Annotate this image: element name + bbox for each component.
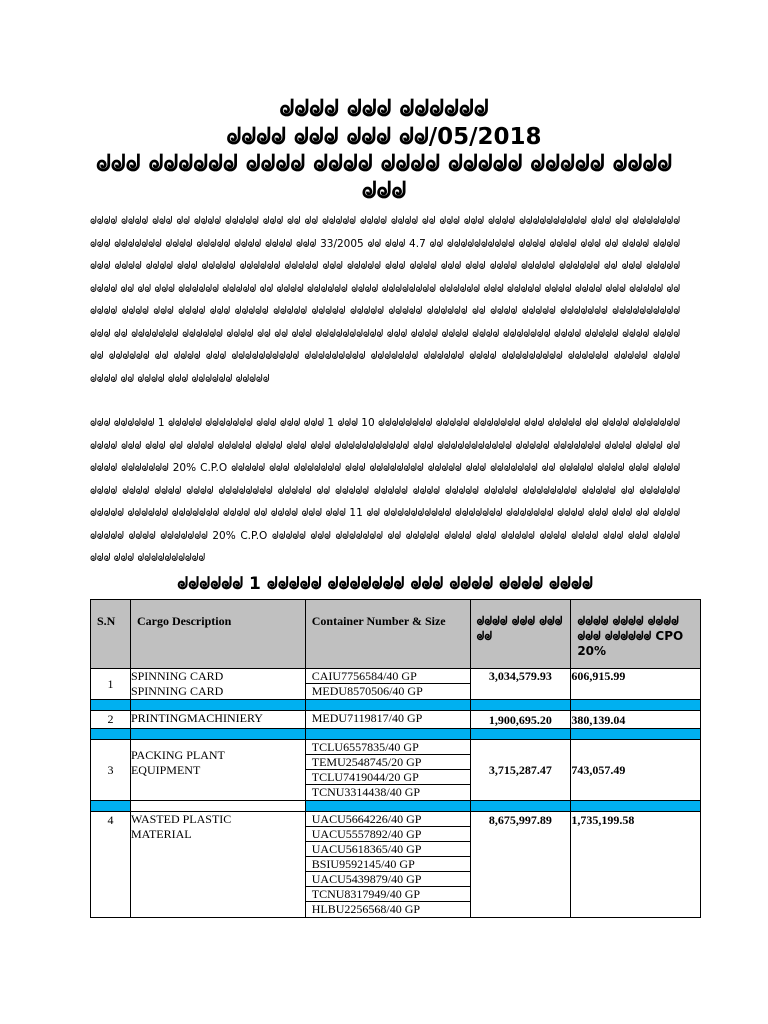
- description-line: PACKING PLANT: [130, 748, 225, 762]
- cell-sn: 1: [91, 669, 131, 700]
- paragraph-2: ᖙᖙᖙ ᖙᖙᖙᖙᖙᖙ 1 ᖙᖙᖙᖙᖙ ᖙᖙᖙᖙᖙᖙᖙ ᖙᖙᖙ ᖙᖙᖙ ᖙᖙᖙ 1 ᖙᖙᖙ 10 ᖙᖙᖙᖙᖙᖙᖙᖙ ᖙᖙᖙᖙᖙ ᖙᖙᖙᖙᖙᖙᖙ ᖙᖙᖙ ᖙᖙᖙᖙᖙ ᖙᖙ ᖙᖙᖙᖙ ᖙᖙᖙᖙᖙᖙᖙ ᖙᖙᖙᖙ ᖙᖙᖙ ᖙᖙᖙ ᖙᖙ ᖙᖙᖙᖙ ᖙᖙᖙᖙᖙ ᖙᖙᖙᖙ ᖙᖙᖙ ᖙᖙᖙ ᖙᖙᖙᖙᖙᖙᖙᖙᖙᖙᖙ ᖙᖙᖙ ᖙᖙᖙᖙᖙᖙᖙᖙᖙᖙᖙ ᖙᖙᖙᖙᖙ ᖙᖙᖙᖙᖙᖙᖙ ᖙᖙᖙᖙ ᖙᖙᖙᖙ ᖙᖙ ᖙᖙᖙᖙ ᖙᖙᖙᖙᖙᖙᖙ 20% C.P.O ᖙᖙᖙᖙᖙ ᖙᖙᖙ ᖙᖙᖙᖙᖙᖙᖙ ᖙᖙᖙ ᖙᖙᖙᖙᖙᖙᖙᖙ ᖙᖙᖙᖙᖙ ᖙᖙᖙ ᖙᖙᖙᖙᖙᖙᖙ ᖙᖙ ᖙᖙᖙᖙᖙ ᖙᖙᖙᖙ ᖙᖙᖙ ᖙᖙᖙᖙ ᖙᖙᖙᖙ ᖙᖙᖙᖙ ᖙᖙᖙᖙ ᖙᖙᖙᖙ ᖙᖙᖙᖙᖙᖙᖙᖙ ᖙᖙᖙᖙᖙ ᖙᖙ ᖙᖙᖙᖙᖙ ᖙᖙᖙᖙᖙ ᖙᖙᖙᖙ ᖙᖙᖙᖙᖙ ᖙᖙᖙᖙᖙ ᖙᖙᖙᖙᖙᖙᖙᖙ ᖙᖙᖙᖙᖙ ᖙᖙ ᖙᖙᖙᖙᖙᖙ ᖙᖙᖙᖙᖙ ᖙᖙᖙᖙᖙᖙ ᖙᖙᖙᖙᖙᖙᖙ ᖙᖙᖙᖙ ᖙᖙ ᖙᖙᖙᖙ ᖙᖙᖙ ᖙᖙᖙ 11 ᖙᖙ ᖙᖙᖙᖙᖙᖙᖙᖙᖙᖙ ᖙᖙᖙᖙᖙᖙᖙ ᖙᖙᖙᖙᖙᖙᖙ ᖙᖙᖙᖙ ᖙᖙᖙ ᖙᖙᖙ ᖙᖙ ᖙᖙᖙᖙ ᖙᖙᖙᖙᖙ ᖙᖙᖙᖙ ᖙᖙᖙᖙᖙᖙᖙ 20% C.P.O ᖙᖙᖙᖙᖙ ᖙᖙᖙ ᖙᖙᖙᖙᖙᖙᖙ ᖙᖙ ᖙᖙᖙᖙᖙ ᖙᖙᖙᖙ ᖙᖙᖙ ᖙᖙᖙᖙᖙ ᖙᖙᖙᖙ ᖙᖙᖙᖙ ᖙᖙᖙ ᖙᖙᖙ ᖙᖙᖙᖙ ᖙᖙᖙ ᖙᖙᖙ ᖙᖙᖙᖙᖙᖙᖙᖙᖙᖙ: [90, 417, 680, 564]
- cell-description: [130, 812, 305, 918]
- header-value: ᖙᖙᖙᖙ ᖙᖙᖙ ᖙᖙᖙ ᖙᖙ: [470, 600, 571, 669]
- table-row: [91, 669, 701, 700]
- table-row: [91, 812, 701, 918]
- header-sn: S.N: [91, 600, 131, 669]
- separator-row: [91, 700, 701, 711]
- title-line-1: ᖙᖙᖙᖙ ᖙᖙᖙ ᖙᖙᖙᖙᖙᖙ: [279, 96, 489, 122]
- container-entry: TCNU8317949/40 GP: [306, 887, 470, 902]
- cell-value: 1,900,695.20: [470, 711, 571, 729]
- cell-description: [130, 740, 305, 801]
- cell-cpo: 1,735,199.58: [571, 812, 701, 918]
- container-entry: HLBU2256568/40 GP: [311, 902, 421, 916]
- container-entry: UACU5618365/40 GP: [306, 842, 470, 857]
- cell-value: 3,034,579.93: [470, 669, 571, 700]
- cell-cpo: 380,139.04: [571, 711, 701, 729]
- container-entry: MEDU8570506/40 GP: [311, 684, 423, 698]
- cell-containers: [305, 812, 470, 918]
- container-entry: UACU5557892/40 GP: [306, 827, 470, 842]
- container-entry: CAIU7756584/40 GP: [306, 669, 470, 684]
- separator-row: [91, 729, 701, 740]
- separator-row: [91, 801, 701, 812]
- table-row: [91, 711, 701, 729]
- container-entry: UACU5439879/40 GP: [306, 872, 470, 887]
- description-line: EQUIPMENT: [130, 763, 201, 777]
- cell-cpo: 743,057.49: [571, 740, 701, 801]
- title-line-2: ᖙᖙᖙᖙ ᖙᖙᖙ ᖙᖙᖙ ᖙᖙ/05/2018: [226, 124, 542, 150]
- cell-value: 3,715,287.47: [470, 740, 571, 801]
- document-title-block: [80, 95, 688, 205]
- header-cpo: ᖙᖙᖙᖙ ᖙᖙᖙᖙ ᖙᖙᖙᖙ ᖙᖙᖙ ᖙᖙᖙᖙᖙᖙ CPO 20%: [571, 600, 701, 669]
- table-row: [91, 740, 701, 801]
- cell-cpo: 606,915.99: [571, 669, 701, 700]
- table-title: ᖙᖙᖙᖙᖙᖙ 1 ᖙᖙᖙᖙᖙ ᖙᖙᖙᖙᖙᖙᖙ ᖙᖙᖙ ᖙᖙᖙᖙ ᖙᖙᖙᖙ ᖙᖙᖙᖙ: [177, 574, 593, 594]
- container-entry: MEDU7119817/40 GP: [311, 711, 423, 725]
- cell-containers: [305, 669, 470, 700]
- description-line: WASTED PLASTIC: [130, 812, 232, 826]
- container-entry: TEMU2548745/20 GP: [306, 755, 470, 770]
- cargo-table: [90, 599, 701, 918]
- cell-sn: 4: [91, 812, 131, 918]
- container-entry: TCLU6557835/40 GP: [306, 740, 470, 755]
- table-header-row: [91, 600, 701, 669]
- cell-sn: 2: [91, 711, 131, 729]
- cell-value: 8,675,997.89: [470, 812, 571, 918]
- header-cargo-description: Cargo Description: [130, 600, 305, 669]
- cell-description: [130, 669, 305, 700]
- header-container-number: Container Number & Size: [305, 600, 470, 669]
- container-entry: TCNU3314438/40 GP: [311, 785, 421, 799]
- container-entry: BSIU9592145/40 GP: [306, 857, 470, 872]
- title-line-3: ᖙᖙᖙ ᖙᖙᖙᖙᖙᖙ ᖙᖙᖙᖙ ᖙᖙᖙᖙ ᖙᖙᖙᖙ ᖙᖙᖙᖙᖙ ᖙᖙᖙᖙᖙ ᖙᖙᖙᖙ ᖙᖙᖙ: [95, 151, 673, 204]
- container-entry: TCLU7419044/20 GP: [306, 770, 470, 785]
- cell-containers: [305, 711, 470, 729]
- description-line: SPINNING CARD: [130, 669, 224, 683]
- paragraph-1: ᖙᖙᖙᖙ ᖙᖙᖙᖙ ᖙᖙᖙ ᖙᖙ ᖙᖙᖙᖙ ᖙᖙᖙᖙᖙ ᖙᖙᖙ ᖙᖙ ᖙᖙ ᖙᖙᖙᖙᖙ ᖙᖙᖙᖙ ᖙᖙᖙᖙ ᖙᖙ ᖙᖙᖙ ᖙᖙᖙ ᖙᖙᖙᖙ ᖙᖙᖙᖙᖙᖙᖙᖙᖙᖙ ᖙᖙᖙ ᖙᖙ ᖙᖙᖙᖙᖙᖙᖙ ᖙᖙᖙ ᖙᖙᖙᖙᖙᖙᖙ ᖙᖙᖙᖙ ᖙᖙᖙᖙᖙ ᖙᖙᖙᖙ ᖙᖙᖙᖙ ᖙᖙᖙ 33/2005 ᖙᖙ ᖙᖙᖙ 4.7 ᖙᖙ ᖙᖙᖙᖙᖙᖙᖙᖙᖙᖙ ᖙᖙᖙᖙ ᖙᖙᖙᖙ ᖙᖙᖙ ᖙᖙ ᖙᖙᖙᖙ ᖙᖙᖙᖙ ᖙᖙᖙ ᖙᖙᖙᖙ ᖙᖙᖙᖙ ᖙᖙᖙ ᖙᖙᖙᖙᖙ ᖙᖙᖙᖙᖙᖙ ᖙᖙᖙᖙᖙ ᖙᖙᖙ ᖙᖙᖙᖙᖙ ᖙᖙᖙ ᖙᖙᖙᖙ ᖙᖙᖙ ᖙᖙᖙ ᖙᖙᖙᖙ ᖙᖙᖙᖙᖙ ᖙᖙᖙᖙᖙᖙ ᖙᖙ ᖙᖙᖙ ᖙᖙᖙᖙᖙ ᖙᖙᖙᖙ ᖙᖙ ᖙᖙ ᖙᖙᖙ ᖙᖙᖙᖙᖙᖙ ᖙᖙᖙᖙᖙ ᖙᖙ ᖙᖙᖙᖙ ᖙᖙᖙᖙᖙᖙ ᖙᖙᖙᖙ ᖙᖙᖙᖙᖙᖙᖙᖙ ᖙᖙᖙᖙᖙᖙ ᖙᖙᖙ ᖙᖙᖙᖙᖙ ᖙᖙᖙᖙ ᖙᖙᖙᖙ ᖙᖙᖙ ᖙᖙᖙᖙᖙ ᖙᖙ ᖙᖙᖙᖙ ᖙᖙᖙᖙ ᖙᖙᖙ ᖙᖙᖙᖙ ᖙᖙᖙ ᖙᖙᖙᖙᖙ ᖙᖙᖙᖙᖙ ᖙᖙᖙᖙᖙ ᖙᖙᖙᖙᖙ ᖙᖙᖙᖙᖙ ᖙᖙᖙᖙᖙᖙ ᖙᖙ ᖙᖙᖙᖙ ᖙᖙᖙᖙᖙ ᖙᖙᖙᖙᖙᖙᖙ ᖙᖙᖙᖙᖙᖙᖙᖙᖙᖙ ᖙᖙᖙ ᖙᖙ ᖙᖙᖙᖙᖙᖙᖙ ᖙᖙᖙᖙᖙᖙ ᖙᖙᖙᖙ ᖙᖙ ᖙᖙ ᖙᖙᖙ ᖙᖙᖙᖙᖙᖙᖙᖙᖙᖙ ᖙᖙᖙ ᖙᖙᖙᖙ ᖙᖙᖙᖙ ᖙᖙᖙᖙ ᖙᖙᖙᖙᖙᖙᖙ ᖙᖙᖙᖙ ᖙᖙᖙᖙᖙ ᖙᖙᖙᖙ ᖙᖙᖙᖙ ᖙᖙ ᖙᖙᖙᖙᖙᖙ ᖙᖙ ᖙᖙᖙᖙ ᖙᖙᖙ ᖙᖙᖙᖙᖙᖙᖙᖙᖙᖙ ᖙᖙᖙᖙᖙᖙᖙᖙᖙ ᖙᖙᖙᖙᖙᖙᖙ ᖙᖙᖙᖙᖙᖙ ᖙᖙᖙᖙ ᖙᖙᖙᖙᖙᖙᖙᖙᖙ ᖙᖙᖙᖙᖙᖙ ᖙᖙᖙᖙᖙ ᖙᖙᖙᖙ ᖙᖙᖙᖙ ᖙᖙ ᖙᖙᖙᖙ ᖙᖙᖙ ᖙᖙᖙᖙᖙᖙ ᖙᖙᖙᖙᖙ: [90, 215, 680, 385]
- cell-containers: [305, 740, 470, 801]
- description-line: PRINTINGMACHINIERY: [130, 711, 263, 725]
- description-line: MATERIAL: [130, 827, 192, 841]
- container-entry: UACU5664226/40 GP: [306, 812, 470, 827]
- cell-description: [130, 711, 305, 729]
- cell-sn: 3: [91, 740, 131, 801]
- description-line: SPINNING CARD: [130, 684, 224, 698]
